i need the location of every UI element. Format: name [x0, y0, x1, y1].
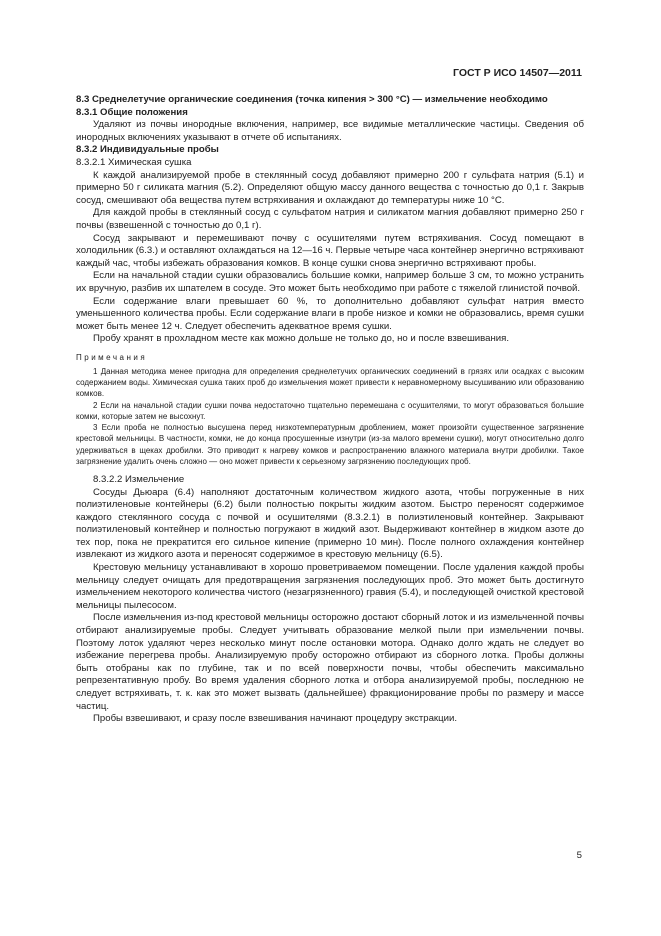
subsection-heading-8-3-2: 8.3.2 Индивидуальные пробы	[76, 144, 219, 156]
paragraph: Удаляют из почвы инородные включения, например, все видимые металлические частицы. Сведения об инородных включениях указывают в отчете об испытаниях.	[76, 119, 584, 143]
subsection-heading-8-3-1: 8.3.1 Общие положения	[76, 106, 188, 118]
note-item: 3 Если проба не полностью высушена перед низкотемпературным дроблением, может произойти существенное загрязнение крестовой мельницы. В частности, комки, не до конца просушенные изнутри (из-за малого времени сушки), могут относительно долго удерживаться в щеках дробилки. Это приводит к нагреву комков и распространению влажного материала внутри дробилки. Такое загрязнение удалить очень сложно — оно может привести к серьезному загрязнению последующих проб.	[76, 423, 584, 466]
paragraph: К каждой анализируемой пробе в стеклянный сосуд добавляют примерно 200 г сульфата натрия (5.1) и примерно 50 г силиката магния (5.2). Определяют общую массу данного вещества с точностью до 0,1 г. Закрыв сосуд, смешивают оба вещества путем встряхивания и охлаждают до температуры ниже 10 °С.	[76, 169, 584, 206]
document-header: ГОСТ Р ИСО 14507—2011	[453, 67, 582, 79]
paragraph: Сосуд закрывают и перемешивают почву с осушителями путем встряхивания. Сосуд помещают в холодильник (6.3.) и оставляют охлаждаться на 12—16 ч. Первые четыре часа контейнер энергично встряхивают каждый час, чтобы избежать образования комков. В конце сушки снова энергично встряхивают пробы.	[76, 232, 585, 269]
notes-block	[76, 352, 584, 467]
note-item: 1 Данная методика менее пригодна для определения среднелетучих органических соединений в грязях или осадках с высоким содержанием воды. Химическая сушка таких проб до измельчения может привести к неравномерному высушиванию или образованию комков.	[76, 367, 584, 399]
paragraph: Пробу хранят в прохладном месте как можно дольше не только до, но и после взвешивания.	[93, 333, 509, 345]
paragraph: Для каждой пробы в стеклянный сосуд с сульфатом натрия и силикатом магния добавляют примерно 250 г почвы (взвешенной с точностью до 0,1 г).	[76, 207, 584, 231]
paragraph: Сосуды Дьюара (6.4) наполняют достаточным количеством жидкого азота, чтобы погруженные в них полиэтиленовые контейнеры (6.2) были полностью покрыты жидким азотом. Быстро переносят содержимое каждого стеклянного сосуда с почвой и осушителями (8.3.2.1) в полиэтиленовый контейнер. Закрывают полиэтиленовый контейнер и полностью погружают в жидкий азот. Выдерживают контейнер в жидком азоте до тех пор, пока не прекратится его сильное кипение (примерно 10 мин). После полного охлаждения контейнер извлекают из жидкого азота и переносят содержимое в крестовую мельницу (6.5).	[76, 486, 584, 561]
notes-title: Примечания	[76, 352, 148, 362]
paragraph: Если на начальной стадии сушки образовались большие комки, например больше 3 см, то можно устранить их вручную, разбив их шпателем в сосуде. Это может быть необходимо при работе с тяжелой глинистой почвой.	[76, 270, 584, 294]
paragraph: Пробы взвешивают, и сразу после взвешивания начинают процедуру экстракции.	[93, 713, 457, 725]
paragraph: Если содержание влаги превышает 60 %, то дополнительно добавляют сульфат натрия вместо уменьшенного количества пробы. Если содержание влаги в пробе низкое и комки не образовались, время сушки может быть менее 12 ч. Следует обеспечить адекватное время сушки.	[76, 295, 584, 332]
subsection-heading-8-3-2-1: 8.3.2.1 Химическая сушка	[76, 156, 192, 168]
page-number: 5	[576, 850, 582, 861]
document-body	[76, 94, 584, 726]
subsection-heading-8-3-2-2: 8.3.2.2 Измельчение	[93, 473, 185, 485]
section-heading-8-3: 8.3 Среднелетучие органические соединения (точка кипения > 300 °С) — измельчение необходимо	[76, 94, 548, 105]
paragraph: Крестовую мельницу устанавливают в хорошо проветриваемом помещении. После удаления каждой пробы мельницу следует очищать для предотвращения загрязнения последующих проб. Это может быть достигнуто измельчением некоторого количества чистого (незагрязненного) гравия (5.4), и последующей очисткой крестовой мельницы пылесосом.	[76, 562, 584, 611]
note-item: 2 Если на начальной стадии сушки почва недостаточно тщательно перемешана с осушителями, то могут образоваться большие комки, которые затем не высохнут.	[76, 400, 584, 421]
paragraph: После измельчения из-под крестовой мельницы осторожно достают сборный лоток и из измельченной почвы отбирают анализируемые пробы. Следует учитывать образование мелкой пыли при измельчении почвы. Поэтому лоток удаляют через несколько минут после остановки мотора. Однако долго ждать не следует во избежание перегрева пробы. Анализируемую пробу осторожно отбирают из сборного лотка. Пробы должны быть отобраны как по глубине, так и по всей поверхности почвы, чтобы обеспечить максимально репрезентативную пробу. Во время удаления сборного лотка и отбора анализируемой пробы, последнюю не следует встряхивать, т. к. как это может вызвать (дальнейшее) фракционирование пробы по размеру и массе частиц.	[76, 612, 584, 712]
